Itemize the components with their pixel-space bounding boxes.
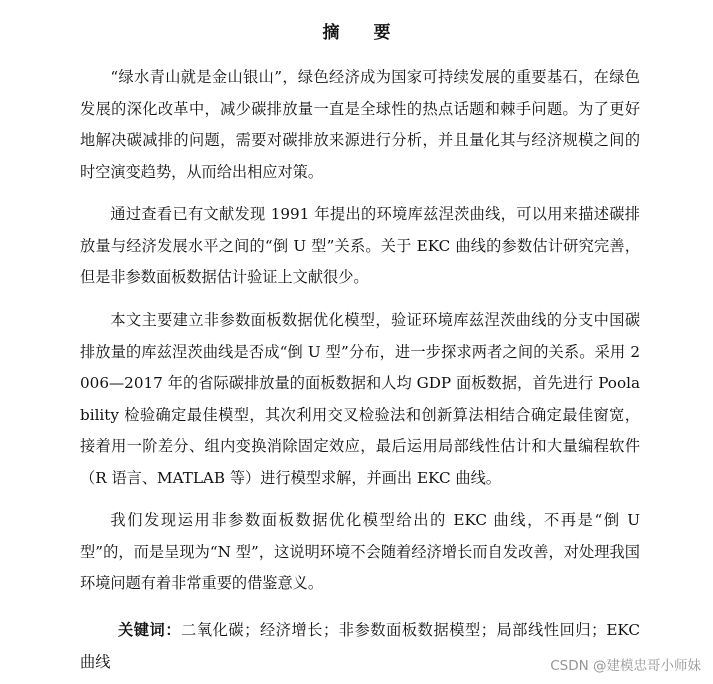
abstract-paragraph-1: “绿水青山就是金山银山”，绿色经济成为国家可持续发展的重要基石，在绿色发展的深化改革中，减少碳排放量一直是全球性的热点话题和棘手问题。为了更好地解决碳减排的问题，需要对碳排放来源进行分析，并且量化其与经济规模之间的时空演变趋势，从而给出相应对策。 [80,68,640,181]
csdn-watermark: CSDN @建模忠哥小师妹 [550,658,701,674]
abstract-paragraph-4: 我们发现运用非参数面板数据优化模型给出的 EKC 曲线，不再是“倒 U 型”的，而是呈现为“N 型”，这说明环境不会随着经济增长而自发改善，对处理我国环境问题有着非常重要的借鉴意义。 [80,511,640,592]
abstract-paragraph-3: 本文主要建立非参数面板数据优化模型，验证环境库兹涅茨曲线的分支中国碳排放量的库兹涅茨曲线是否成“倒 U 型”分布，进一步探求两者之间的关系。采用 2006—2017 年的省际碳排放量的面板数据和人均 GDP 面板数据，首先进行 Poolability 检验确定最佳模型，其次利用交叉检验法和创新算法相结合确定最佳窗宽，接着用一阶差分、组内变换消除固定效应，最后运用局部线性估计和大量编程软件（R 语言、MATLAB 等）进行模型求解，并画出 EKC 曲线。 [80,311,640,487]
page-title: 摘 要 [322,23,405,43]
abstract-paragraph-2: 通过查看已有文献发现 1991 年提出的环境库兹涅茨曲线，可以用来描述碳排放量与经济发展水平之间的“倒 U 型”关系。关于 EKC 曲线的参数估计研究完善，但是非参数面板数据估计验证上文献很少。 [80,205,640,286]
keywords-label: 关键词： [118,621,182,639]
keywords-text: 二氧化碳；经济增长；非参数面板数据模型；局部线性回归；EKC 曲线 [80,621,640,671]
